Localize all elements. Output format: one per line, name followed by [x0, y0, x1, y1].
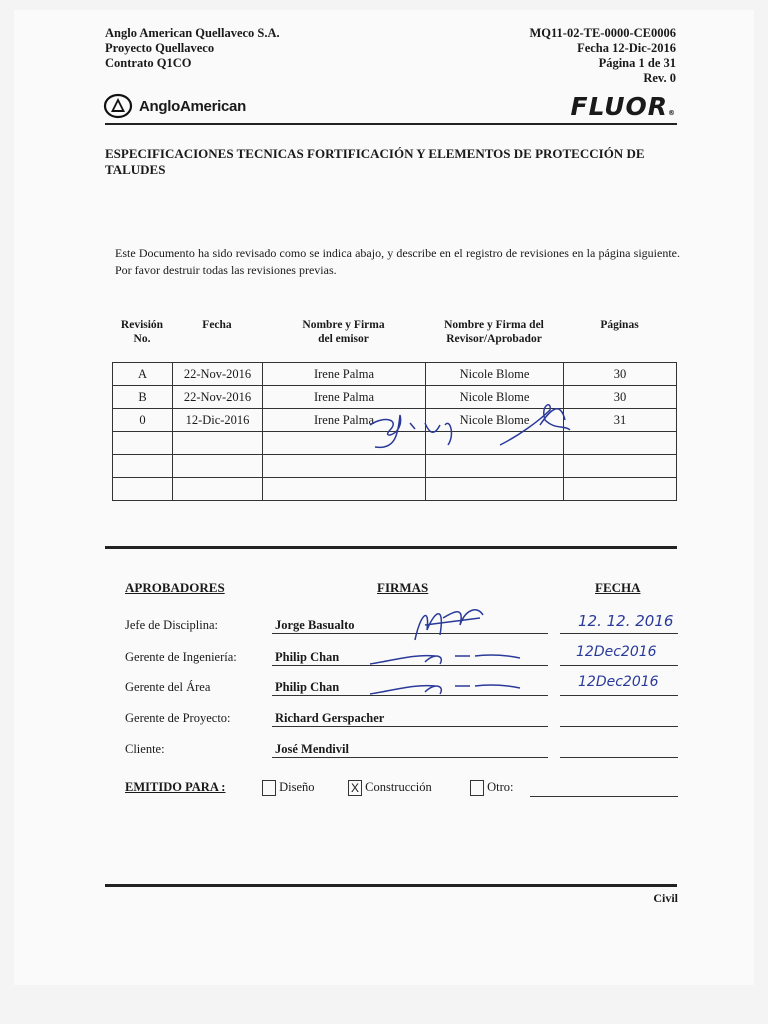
col-header-paginas: [563, 318, 676, 332]
cell-revisor: [426, 478, 564, 501]
cell-fecha: [173, 455, 263, 478]
fluor-logo-text: FLUOR: [570, 92, 668, 121]
cell-emisor: Irene Palma: [263, 386, 426, 409]
anglo-american-logo: [103, 93, 246, 119]
date-line: [560, 757, 678, 758]
anglo-american-logo-text: AngloAmerican: [139, 97, 246, 115]
approver-role: Gerente de Ingeniería:: [125, 650, 237, 664]
col-header-emisor-line1: Nombre y Firma: [302, 319, 385, 331]
approver-role: Gerente de Proyecto:: [125, 711, 231, 725]
fecha-header: FECHA: [595, 580, 641, 595]
header-company-block: [105, 26, 280, 71]
header-divider: [105, 123, 677, 125]
emitido-para-label: EMITIDO PARA :: [125, 780, 226, 794]
col-header-paginas-label: Páginas: [600, 319, 639, 331]
cell-fecha: 12-Dic-2016: [173, 409, 263, 432]
col-header-emisor-line2: del emisor: [318, 333, 369, 345]
option-construccion[interactable]: [348, 780, 432, 796]
col-header-revision-line1: Revisión: [120, 319, 164, 331]
otro-line: [530, 796, 678, 797]
header-document-block: [529, 26, 676, 86]
approver-name: Richard Gerspacher: [275, 711, 385, 725]
cell-fecha: [173, 478, 263, 501]
cell-paginas: [564, 478, 677, 501]
approvals-divider: [105, 546, 677, 549]
otro-checkbox[interactable]: [470, 780, 484, 796]
approver-role: Cliente:: [125, 742, 165, 756]
anglo-american-emblem-icon: [103, 93, 133, 119]
approver-role: Gerente del Área: [125, 680, 211, 694]
cell-rev: A: [113, 363, 173, 386]
gerente-area-signature: [365, 672, 525, 702]
col-header-revisor: [425, 318, 563, 346]
cell-rev: 0: [113, 409, 173, 432]
approver-date: 12Dec2016: [578, 674, 659, 690]
date-line: [560, 633, 678, 634]
col-header-revisor-line2: Revisor/Aprobador: [446, 333, 542, 345]
cell-fecha: 22-Nov-2016: [173, 386, 263, 409]
diseno-checkbox[interactable]: [262, 780, 276, 796]
document-date: Fecha 12-Dic-2016: [577, 41, 676, 55]
document-code: MQ11-02-TE-0000-CE0006: [529, 26, 676, 40]
cell-revisor: Nicole Blome: [426, 409, 564, 432]
page-number: Página 1 de 31: [598, 56, 676, 70]
col-header-revisor-line1: Nombre y Firma del: [444, 319, 544, 331]
contract-name: Contrato Q1CO: [105, 56, 192, 70]
cell-rev: [113, 432, 173, 455]
date-line: [560, 665, 678, 666]
company-name: Anglo American Quellaveco S.A.: [105, 26, 280, 40]
cell-emisor: [263, 455, 426, 478]
cell-emisor: [263, 478, 426, 501]
firmas-header: FIRMAS: [377, 580, 429, 595]
table-row: [113, 455, 677, 478]
project-name: Proyecto Quellaveco: [105, 41, 215, 55]
cell-rev: [113, 478, 173, 501]
date-line: [560, 726, 678, 727]
table-row: [113, 478, 677, 501]
approver-name: Philip Chan: [275, 650, 340, 664]
col-header-emisor: [262, 318, 425, 346]
col-header-revision: [112, 318, 172, 346]
table-row: [113, 363, 677, 386]
approver-role: Jefe de Disciplina:: [125, 618, 219, 632]
option-otro[interactable]: [470, 780, 514, 796]
intro-paragraph: Este Documento ha sido revisado como se indica abajo, y describe en el registro de revisiones en la página siguiente. Por favor destruir todas las revisiones previas.: [115, 246, 680, 277]
cell-paginas: 30: [564, 386, 677, 409]
cell-paginas: [564, 455, 677, 478]
document-title: ESPECIFICACIONES TECNICAS FORTIFICACIÓN Y ELEMENTOS DE PROTECCIÓN DE TALUDES: [105, 146, 645, 177]
signature-line: [272, 757, 548, 758]
cell-revisor: Nicole Blome: [426, 363, 564, 386]
col-header-fecha-label: Fecha: [202, 319, 232, 331]
cell-paginas: 31: [564, 409, 677, 432]
col-header-revision-line2: No.: [133, 333, 151, 345]
revision-number: Rev. 0: [643, 71, 676, 85]
option-diseno[interactable]: [262, 780, 315, 796]
col-header-fecha: [172, 318, 262, 332]
revisor-signature: [440, 390, 580, 450]
construccion-label: Construcción: [365, 780, 432, 794]
cell-fecha: [173, 432, 263, 455]
footer-divider: [105, 884, 677, 887]
date-line: [560, 695, 678, 696]
cell-fecha: 22-Nov-2016: [173, 363, 263, 386]
approver-name: Jorge Basualto: [275, 618, 355, 632]
fluor-logo: [571, 92, 676, 121]
discipline-label: Civil: [653, 891, 678, 905]
cell-rev: [113, 455, 173, 478]
otro-label: Otro:: [487, 780, 514, 794]
cell-paginas: 30: [564, 363, 677, 386]
gerente-ingenieria-signature: [365, 642, 525, 672]
approver-name: Philip Chan: [275, 680, 340, 694]
signature-line: [272, 726, 548, 727]
cell-revisor: [426, 455, 564, 478]
registered-mark: ®: [668, 109, 676, 117]
approver-name: José Mendivil: [275, 742, 349, 756]
cell-paginas: [564, 432, 677, 455]
cell-rev: B: [113, 386, 173, 409]
approver-date: 12. 12. 2016: [578, 612, 674, 630]
cell-revisor: Nicole Blome: [426, 386, 564, 409]
aprobadores-header: APROBADORES: [125, 580, 225, 595]
cell-emisor: Irene Palma: [263, 363, 426, 386]
cell-emisor: Irene Palma: [263, 409, 426, 432]
construccion-checkbox[interactable]: X: [348, 780, 362, 796]
approver-date: 12Dec2016: [576, 644, 657, 660]
diseno-label: Diseño: [279, 780, 315, 794]
